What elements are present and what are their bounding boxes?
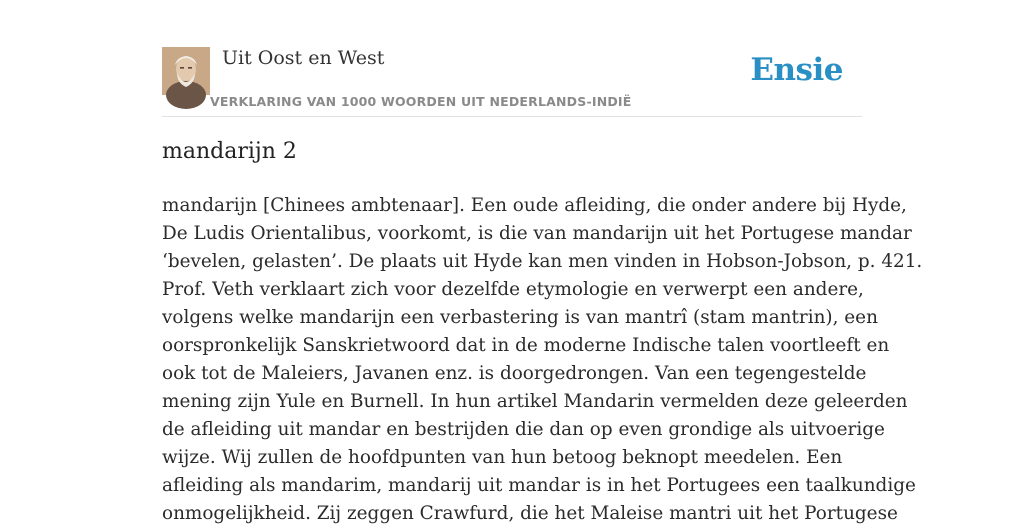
entry-body-line: mening zijn Yule en Burnell. In hun artikel Mandarin vermelden deze geleerden xyxy=(162,391,908,412)
entry-body xyxy=(162,192,923,528)
entry-body-line: de afleiding uit mandar en bestrijden die dan op even grondige als uitvoerige xyxy=(162,419,885,440)
entry-body-line: oorspronkelijk Sanskrietwoord dat in de moderne Indische talen voortleeft en xyxy=(162,335,890,356)
source-title[interactable]: Uit Oost en West xyxy=(222,47,385,69)
entry-body-line: Prof. Veth verklaart zich voor dezelfde etymologie en verwerpt een andere, xyxy=(162,279,864,300)
entry-title: mandarijn 2 xyxy=(162,139,297,164)
entry-body-line: wijze. Wij zullen de hoofdpunten van hun betoog beknopt meedelen. Een xyxy=(162,447,843,468)
entry-body-line: afleiding als mandarim, mandarij uit mandar is in het Portugees een taalkundige xyxy=(162,475,916,496)
entry-body-line: mandarijn [Chinees ambtenaar]. Een oude afleiding, die onder andere bij Hyde, xyxy=(162,195,907,216)
entry-body-line: onmogelijkheid. Zij zeggen Crawfurd, die het Maleise mantri uit het Portugese xyxy=(162,503,898,524)
portrait-image xyxy=(162,47,210,95)
entry-body-line: De Ludis Orientalibus, voorkomt, is die van mandarijn uit het Portugese mandar xyxy=(162,223,912,244)
source-subtitle: VERKLARING VAN 1000 WOORDEN UIT NEDERLANDS-INDIË xyxy=(210,94,632,109)
entry-body-line: ‘bevelen, gelasten’. De plaats uit Hyde kan men vinden in Hobson-Jobson, p. 421. xyxy=(162,251,923,272)
ensie-logo-link[interactable]: Ensie xyxy=(750,52,843,88)
author-portrait-icon[interactable] xyxy=(162,47,210,95)
entry-body-line: volgens welke mandarijn een verbastering is van mantrî (stam mantrin), een xyxy=(162,307,878,328)
entry-body-line: ook tot de Maleiers, Javanen enz. is doorgedrongen. Van een tegengestelde xyxy=(162,363,867,384)
source-header xyxy=(162,44,862,117)
